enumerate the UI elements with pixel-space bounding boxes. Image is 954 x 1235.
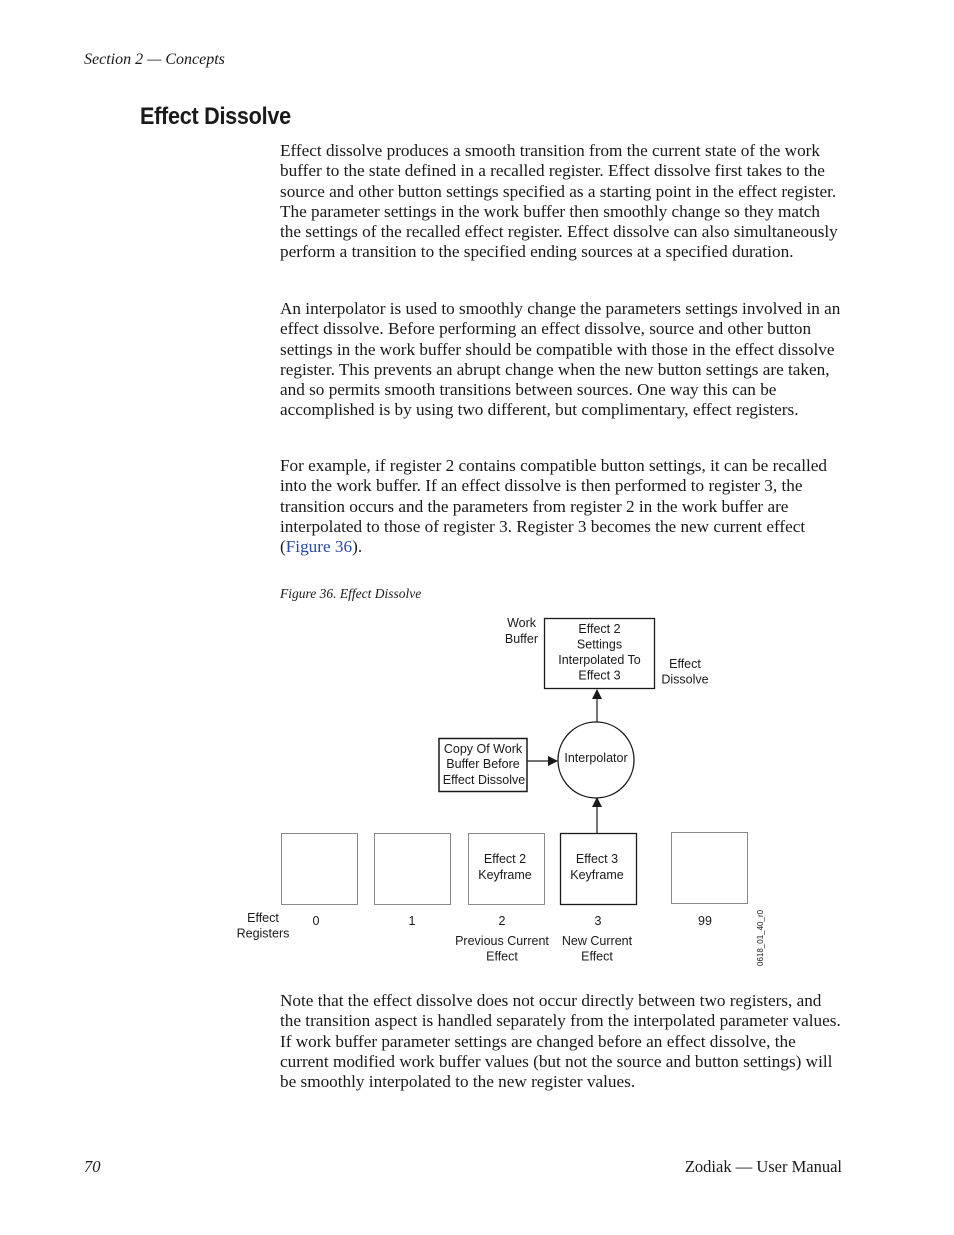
register-2-line-1: Effect 2	[483, 852, 527, 866]
effect-registers-label-2: Registers	[236, 926, 290, 941]
register-number-2: 2	[498, 914, 506, 928]
new-current-label-2: Effect	[581, 949, 613, 964]
page-number: 70	[84, 1157, 101, 1176]
previous-current-label-2: Effect	[486, 949, 518, 964]
work-buffer-label-1: Work	[507, 616, 536, 630]
paragraph-example-text: For example, if register 2 contains compatible button settings, it can be recalled into the work buffer. If an effect dissolve is then performed to register 3, the transition occurs and the parameters from register 2 in the work buffer are interpolated to those of register 3. Register 3 becomes the new current effect (	[280, 456, 827, 557]
copy-box-line-1: Copy Of Work	[443, 742, 523, 756]
new-current-label-1: New Current	[561, 934, 633, 948]
paragraph-note: Note that the effect dissolve does not occur directly between two registers, and the transition aspect is handled separately from the interpolated parameter values. If work buffer parameter settings are changed before an effect dissolve, the current modified work buffer values (but not the source and button settings) will be smoothly interpolated to the new register values.	[280, 991, 841, 1092]
work-buffer-label-2: Buffer	[504, 632, 538, 646]
figure-36-link[interactable]: Figure 36	[285, 537, 353, 557]
figure-id: 0618_01_40_r0	[756, 909, 765, 966]
footer-manual-title: Zodiak — User Manual	[684, 1157, 842, 1176]
effect-dissolve-label-1: Effect	[669, 657, 701, 671]
register-number-1: 1	[408, 914, 416, 928]
register-3-line-1: Effect 3	[575, 852, 619, 866]
work-buffer-line-1: Effect 2	[578, 622, 621, 636]
running-header-section: Section 2 — Concepts	[84, 51, 225, 68]
effect-dissolve-label-2: Dissolve	[661, 672, 709, 687]
register-number-3: 3	[594, 914, 602, 928]
register-box-1	[375, 834, 451, 905]
effect-registers-label-1: Effect	[247, 911, 279, 925]
register-box-99	[672, 833, 748, 904]
section-title: Effect Dissolve	[140, 103, 291, 130]
paragraph-intro: Effect dissolve produces a smooth transition from the current state of the work buffer to the state defined in a recalled register. Effect dissolve first takes to the source and other button settings specified as a starting point in the effect register. The parameter settings in the work buffer then smoothly change so they match the settings of the recalled effect register. Effect dissolve can also simultaneously perform a transition to the specified ending sources at a specified duration.	[280, 141, 838, 262]
figure-caption: Figure 36. Effect Dissolve	[280, 586, 422, 601]
work-buffer-line-2: Settings	[576, 637, 623, 652]
register-number-0: 0	[312, 914, 320, 928]
copy-box-line-3: Effect Dissolve	[442, 773, 526, 787]
register-box-0	[282, 834, 358, 905]
work-buffer-line-4: Effect 3	[578, 668, 621, 683]
register-number-99: 99	[698, 914, 712, 928]
interpolator-label: Interpolator	[564, 751, 628, 765]
copy-box-line-2: Buffer Before	[446, 757, 520, 771]
register-3-line-2: Keyframe	[570, 868, 624, 882]
work-buffer-line-3: Interpolated To	[558, 653, 641, 667]
register-2-line-2: Keyframe	[478, 868, 532, 882]
paragraph-interpolator: An interpolator is used to smoothly change the parameters settings involved in an effect dissolve. Before performing an effect dissolve, source and other button settings in the work buffer should be compatible with those in the effect dissolve register. This prevents an abrupt change when the new button settings are taken, and so permits smooth transitions between sources. One way this can be accomplished is by using two different, but complimentary, effect registers.	[280, 299, 841, 420]
paragraph-example-end: ).	[352, 537, 363, 557]
previous-current-label-1: Previous Current	[455, 934, 549, 948]
